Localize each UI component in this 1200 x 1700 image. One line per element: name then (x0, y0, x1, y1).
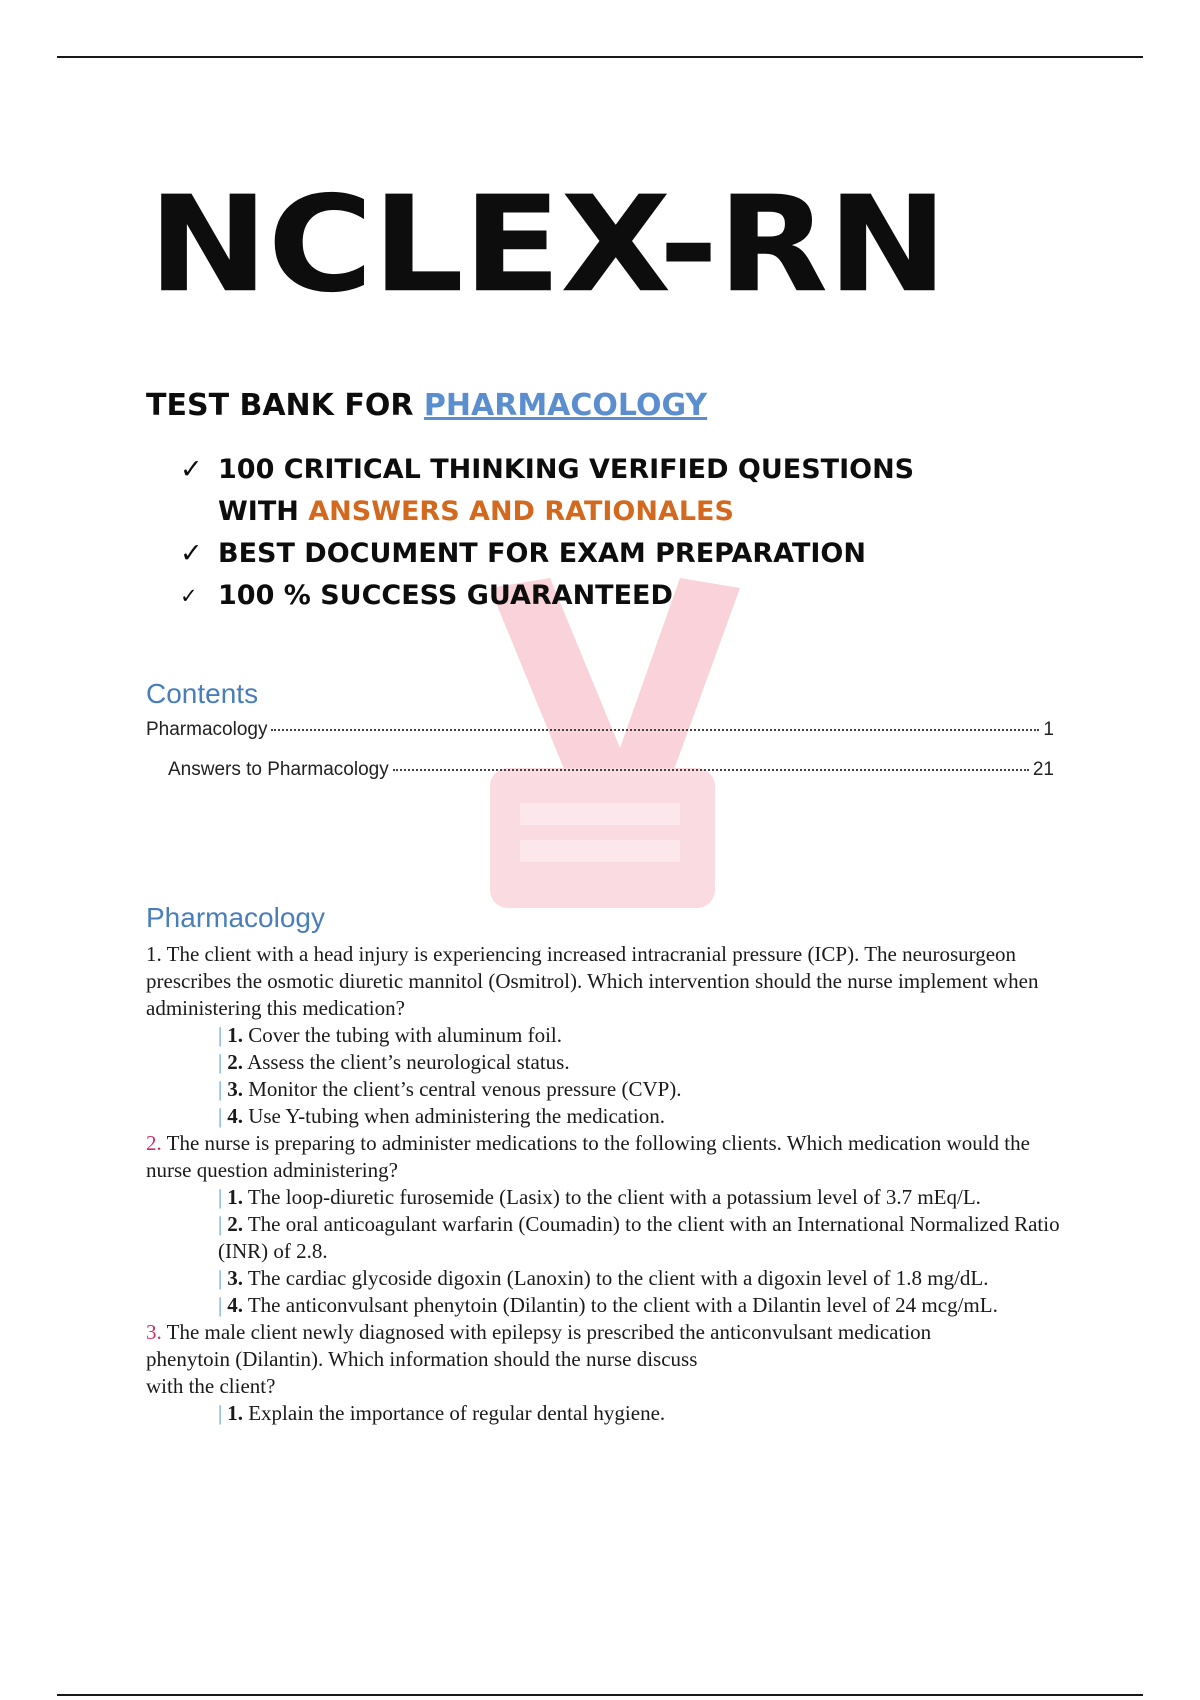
option-text: The oral anticoagulant warfarin (Coumadin) to the client with an International Normalized Ratio (INR) of 2.8. (218, 1212, 1060, 1263)
question-stem: The nurse is preparing to administer medications to the following clients. Which medication would the nurse question administering? (146, 1131, 1030, 1182)
question-text (146, 1319, 1061, 1400)
feature-list (180, 449, 914, 617)
check-icon: ✓ (180, 454, 203, 485)
option-number: 3. (227, 1077, 243, 1101)
feature-text: BEST DOCUMENT FOR EXAM PREPARATION (218, 538, 866, 569)
watermark-logo-icon (490, 578, 750, 938)
option-marker-icon: | (218, 1401, 223, 1425)
option-marker-icon: | (218, 1266, 223, 1290)
option-text: The loop-diuretic furosemide (Lasix) to the client with a potassium level of 3.7 mEq/L. (247, 1185, 981, 1209)
question-stem-line3: with the client? (146, 1374, 276, 1398)
toc-dot-leader (393, 769, 1029, 771)
contents-heading: Contents (146, 678, 259, 709)
toc-dot-leader (271, 729, 1039, 731)
option-number: 4. (227, 1293, 243, 1317)
answer-option[interactable] (146, 1022, 1061, 1049)
answer-option[interactable] (146, 1103, 1061, 1130)
answer-option[interactable] (146, 1211, 1061, 1265)
top-rule (57, 56, 1143, 58)
feature-text-line2 (218, 491, 914, 533)
option-text: Monitor the client’s central venous pressure (CVP). (248, 1077, 682, 1101)
option-marker-icon: | (218, 1293, 223, 1317)
question-text (146, 941, 1061, 1022)
feature-item (180, 533, 914, 575)
check-icon: ✓ (180, 538, 203, 569)
option-number: 1. (227, 1185, 243, 1209)
option-number: 1. (227, 1401, 243, 1425)
toc-entry-page: 21 (1032, 759, 1054, 780)
option-text: Cover the tubing with aluminum foil. (248, 1023, 563, 1047)
question-item (146, 1319, 1061, 1427)
option-text: Assess the client’s neurological status. (247, 1050, 570, 1074)
bottom-rule (57, 1694, 1143, 1696)
subtitle-link[interactable]: PHARMACOLOGY (423, 388, 708, 423)
check-icon: ✓ (180, 584, 198, 608)
answer-option[interactable] (146, 1400, 1061, 1427)
option-number: 2. (227, 1212, 243, 1236)
question-list (146, 941, 1061, 1427)
answer-option[interactable] (146, 1184, 1061, 1211)
option-number: 1. (227, 1023, 243, 1047)
feature-text: 100 % SUCCESS GUARANTEED (218, 580, 673, 611)
toc-entry[interactable] (168, 759, 1054, 781)
toc-entry-page: 1 (1043, 719, 1054, 740)
subtitle-prefix: TEST BANK FOR (146, 388, 424, 423)
question-stem-line1: The male client newly diagnosed with epilepsy is prescribed the anticonvulsant medication (166, 1320, 932, 1344)
question-number: 3. (146, 1320, 162, 1344)
subtitle (146, 388, 707, 423)
option-marker-icon: | (218, 1077, 223, 1101)
option-marker-icon: | (218, 1104, 223, 1128)
document-title: NCLEX-RN (148, 166, 947, 322)
option-number: 2. (227, 1050, 243, 1074)
option-marker-icon: | (218, 1212, 223, 1236)
feature-text: 100 CRITICAL THINKING VERIFIED QUESTIONS (218, 454, 915, 485)
feature-text-prefix: WITH (218, 496, 309, 527)
question-text (146, 1130, 1061, 1184)
answer-option[interactable] (146, 1265, 1061, 1292)
option-text: The anticonvulsant phenytoin (Dilantin) to the client with a Dilantin level of 24 mcg/mL. (247, 1293, 998, 1317)
option-marker-icon: | (218, 1185, 223, 1209)
question-stem-line2: phenytoin (Dilantin). Which information should the nurse discuss (146, 1347, 698, 1371)
option-marker-icon: | (218, 1023, 223, 1047)
answer-option[interactable] (146, 1292, 1061, 1319)
option-marker-icon: | (218, 1050, 223, 1074)
question-item (146, 941, 1061, 1130)
section-heading: Pharmacology (146, 902, 325, 933)
answer-option[interactable] (146, 1076, 1061, 1103)
question-item (146, 1130, 1061, 1319)
feature-text-accent: ANSWERS AND RATIONALES (308, 496, 734, 527)
question-number: 2. (146, 1131, 162, 1155)
option-text: Explain the importance of regular dental hygiene. (248, 1401, 666, 1425)
answer-option[interactable] (146, 1049, 1061, 1076)
feature-item (180, 449, 914, 533)
toc-entry-label: Answers to Pharmacology (168, 759, 389, 780)
toc-entry-label: Pharmacology (146, 719, 268, 740)
option-text: The cardiac glycoside digoxin (Lanoxin) to the client with a digoxin level of 1.8 mg/dL. (247, 1266, 989, 1290)
question-number: 1. (146, 942, 162, 966)
option-text: Use Y-tubing when administering the medication. (248, 1104, 666, 1128)
option-number: 3. (227, 1266, 243, 1290)
question-stem: The client with a head injury is experiencing increased intracranial pressure (ICP). The neurosurgeon prescribes the osmotic diuretic mannitol (Osmitrol). Which intervention should the nurse implement when administering this medication? (146, 942, 1039, 1020)
toc-entry[interactable] (146, 719, 1054, 741)
option-number: 4. (227, 1104, 243, 1128)
feature-item (180, 575, 914, 617)
